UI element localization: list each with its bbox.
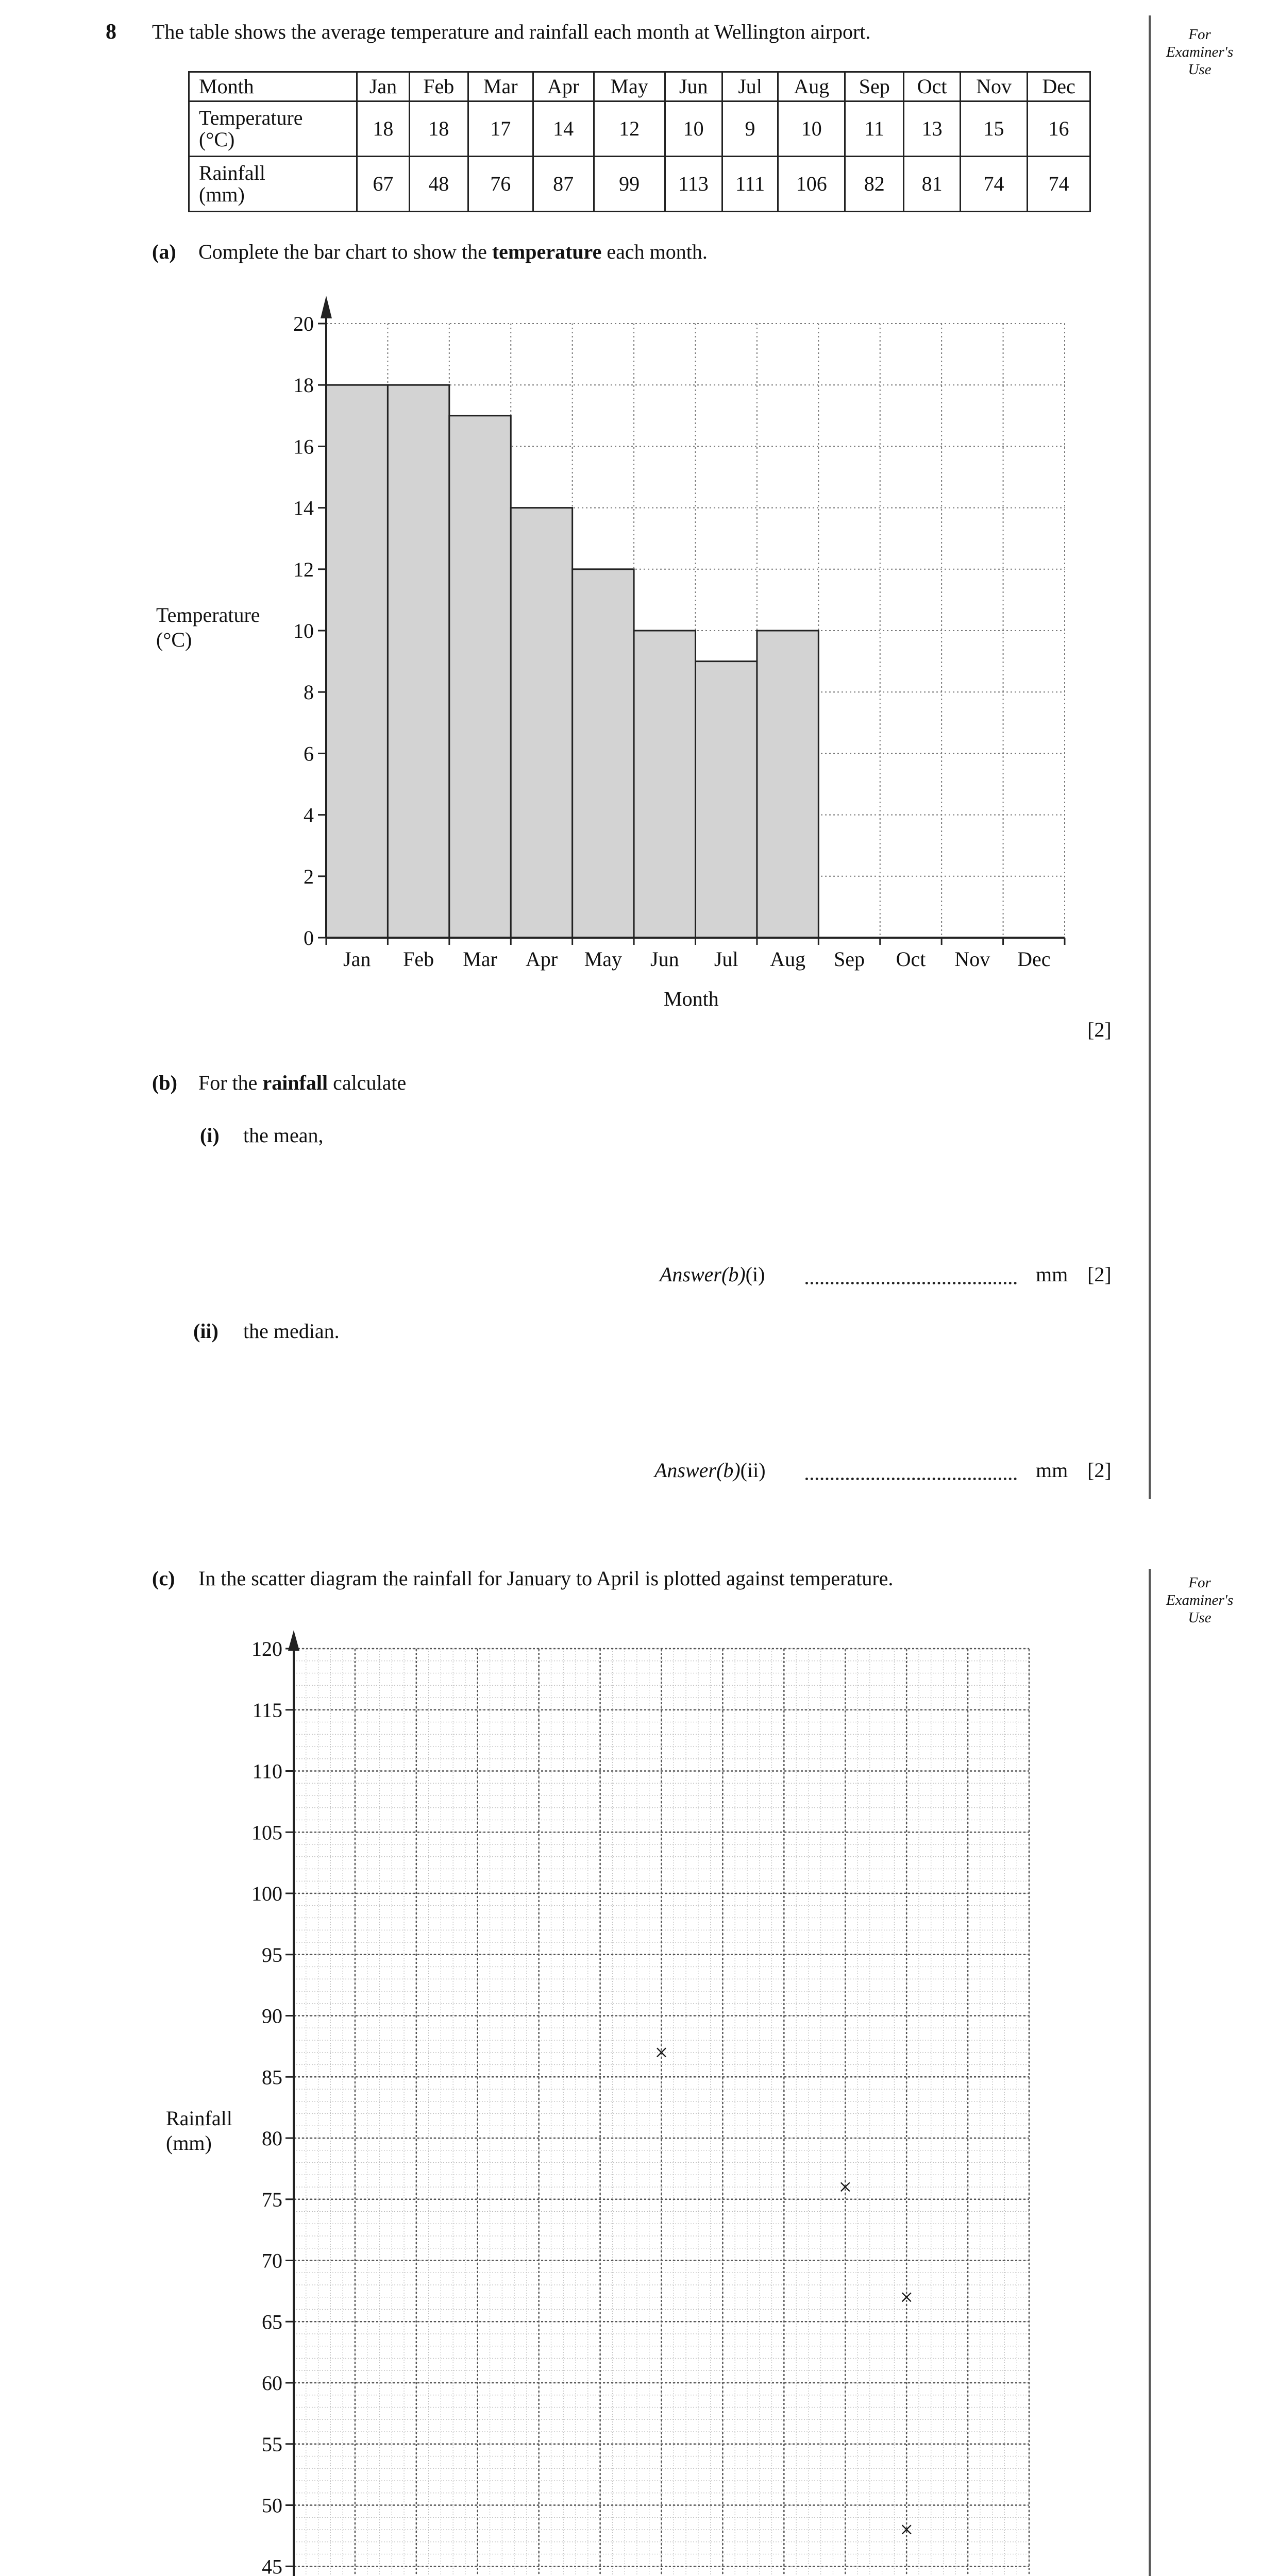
bar-x-tick-label: Mar xyxy=(463,947,497,971)
answer-b-ii-unit: mm xyxy=(1036,1459,1068,1482)
table-cell: 13 xyxy=(904,101,961,157)
table-month-dec: Dec xyxy=(1028,72,1090,101)
examiner-use-note-top: For Examiner's Use xyxy=(1166,26,1234,78)
table-cell: 87 xyxy=(533,157,594,212)
bar-y-tick-label: 16 xyxy=(293,435,314,459)
bar-x-tick-label: Apr xyxy=(525,947,558,971)
bar-x-tick-label: Nov xyxy=(954,947,990,971)
table-cell: 12 xyxy=(594,101,665,157)
table-cell: 15 xyxy=(961,101,1028,157)
scatter-y-tick-label: 75 xyxy=(262,2188,282,2211)
table-month-jan: Jan xyxy=(357,72,410,101)
scatter-y-tick-label: 50 xyxy=(262,2494,282,2517)
scatter-y-tick-label: 120 xyxy=(251,1637,282,1660)
table-cell: 18 xyxy=(357,101,410,157)
table-month-mar: Mar xyxy=(468,72,533,101)
table-cell: 17 xyxy=(468,101,533,157)
scatter-point: × xyxy=(900,2283,914,2310)
bar-x-tick-label: Jun xyxy=(650,947,679,971)
bar-x-tick-label: Jul xyxy=(714,947,738,971)
scatter-y-tick-label: 105 xyxy=(251,1821,282,1844)
table-month-jun: Jun xyxy=(665,72,722,101)
table-cell: 16 xyxy=(1028,101,1090,157)
bar-x-tick-label: Sep xyxy=(834,947,865,971)
part-c-text: In the scatter diagram the rainfall for January to April is plotted against temperature. xyxy=(198,1567,894,1590)
bar-y-tick-label: 14 xyxy=(293,496,314,520)
bar-y-tick-label: 10 xyxy=(293,619,314,642)
bar-y-tick-label: 8 xyxy=(304,681,314,704)
table-cell: 48 xyxy=(409,157,468,212)
scatter-y-tick-label: 115 xyxy=(252,1698,282,1722)
table-cell: 113 xyxy=(665,157,722,212)
table-cell: 81 xyxy=(904,157,961,212)
table-cell: 111 xyxy=(722,157,778,212)
scatter-y-tick-label: 70 xyxy=(262,2249,282,2273)
scatter-y-tick-label: 90 xyxy=(262,2004,282,2028)
scatter-y-tick-label: 85 xyxy=(262,2065,282,2089)
bar-x-tick-label: Feb xyxy=(403,947,434,971)
scatter-point: × xyxy=(900,2516,914,2543)
part-a-instruction: Complete the bar chart to show the temperature each month. xyxy=(198,240,708,263)
table-row-label-rainfall: Rainfall (mm) xyxy=(189,157,357,212)
scatter-y-tick-label: 55 xyxy=(262,2432,282,2456)
bar-chart-xlabel: Month xyxy=(664,987,719,1010)
part-b-i-marks: [2] xyxy=(1087,1263,1112,1286)
scatter-y-tick-label: 65 xyxy=(262,2310,282,2334)
table-cell: 10 xyxy=(778,101,845,157)
answer-b-ii-row: Answer(b)(ii) xyxy=(654,1459,766,1482)
bar-y-tick-label: 2 xyxy=(304,865,314,888)
bar-x-tick-label: Aug xyxy=(770,947,806,971)
bar-y-tick-label: 4 xyxy=(304,803,314,827)
table-cell: 14 xyxy=(533,101,594,157)
table-cell: 67 xyxy=(357,157,410,212)
bar-chart-ylabel: Temperature (°C) xyxy=(156,603,260,651)
part-b-ii-label: (ii) xyxy=(193,1319,218,1343)
table-month-nov: Nov xyxy=(961,72,1028,101)
bar-x-tick-label: Dec xyxy=(1017,947,1051,971)
scatter-y-tick-label: 110 xyxy=(252,1759,282,1783)
table-cell: 10 xyxy=(665,101,722,157)
table-cell: 106 xyxy=(778,157,845,212)
table-month-feb: Feb xyxy=(409,72,468,101)
table-cell: 82 xyxy=(845,157,904,212)
bar-y-tick-label: 12 xyxy=(293,557,314,581)
table-cell: 9 xyxy=(722,101,778,157)
table-cell: 74 xyxy=(1028,157,1090,212)
part-a-marks: [2] xyxy=(1087,1018,1112,1041)
part-b-label: (b) xyxy=(152,1071,177,1094)
bar-y-tick-label: 18 xyxy=(293,374,314,397)
scatter-y-tick-label: 95 xyxy=(262,1943,282,1967)
scatter-point: × xyxy=(838,2174,852,2200)
part-b-ii-marks: [2] xyxy=(1087,1459,1112,1482)
bar-x-tick-label: Jan xyxy=(343,947,371,971)
scatter-point: × xyxy=(654,2039,668,2065)
scatter-y-tick-label: 45 xyxy=(262,2555,282,2576)
bar-y-tick-label: 0 xyxy=(304,926,314,950)
scatter-y-axis-arrow xyxy=(288,1630,299,1651)
table-month-apr: Apr xyxy=(533,72,594,101)
part-a-label: (a) xyxy=(152,240,176,263)
bar-y-tick-label: 6 xyxy=(304,742,314,766)
part-b-i-label: (i) xyxy=(200,1124,220,1147)
table-cell: 74 xyxy=(961,157,1028,212)
table-header-month: Month xyxy=(189,72,357,101)
part-b-i-text: the mean, xyxy=(243,1124,324,1147)
table-cell: 11 xyxy=(845,101,904,157)
scatter-ylabel: Rainfall (mm) xyxy=(166,2107,232,2155)
table-cell: 18 xyxy=(409,101,468,157)
table-month-jul: Jul xyxy=(722,72,778,101)
scatter-y-tick-label: 60 xyxy=(262,2371,282,2395)
part-c-label: (c) xyxy=(152,1567,175,1590)
scatter-y-tick-label: 100 xyxy=(251,1882,282,1905)
answer-b-i-row: Answer(b)(i) xyxy=(660,1263,765,1286)
question-number: 8 xyxy=(106,20,116,44)
part-b-instruction: For the rainfall calculate xyxy=(198,1071,407,1094)
answer-b-i-unit: mm xyxy=(1036,1263,1068,1286)
table-row-label-temperature: Temperature (°C) xyxy=(189,101,357,157)
table-month-oct: Oct xyxy=(904,72,961,101)
bar-y-tick-label: 20 xyxy=(293,312,314,335)
scatter-y-tick-label: 80 xyxy=(262,2127,282,2150)
table-month-aug: Aug xyxy=(778,72,845,101)
bar-x-tick-label: Oct xyxy=(896,947,926,971)
table-cell: 99 xyxy=(594,157,665,212)
question-intro: The table shows the average temperature and rainfall each month at Wellington airport. xyxy=(152,20,871,43)
part-b-ii-text: the median. xyxy=(243,1319,340,1343)
examiner-use-note-bottom: For Examiner's Use xyxy=(1166,1574,1234,1626)
bar-x-tick-label: May xyxy=(584,947,623,971)
table-month-may: May xyxy=(594,72,665,101)
table-month-sep: Sep xyxy=(845,72,904,101)
table-cell: 76 xyxy=(468,157,533,212)
